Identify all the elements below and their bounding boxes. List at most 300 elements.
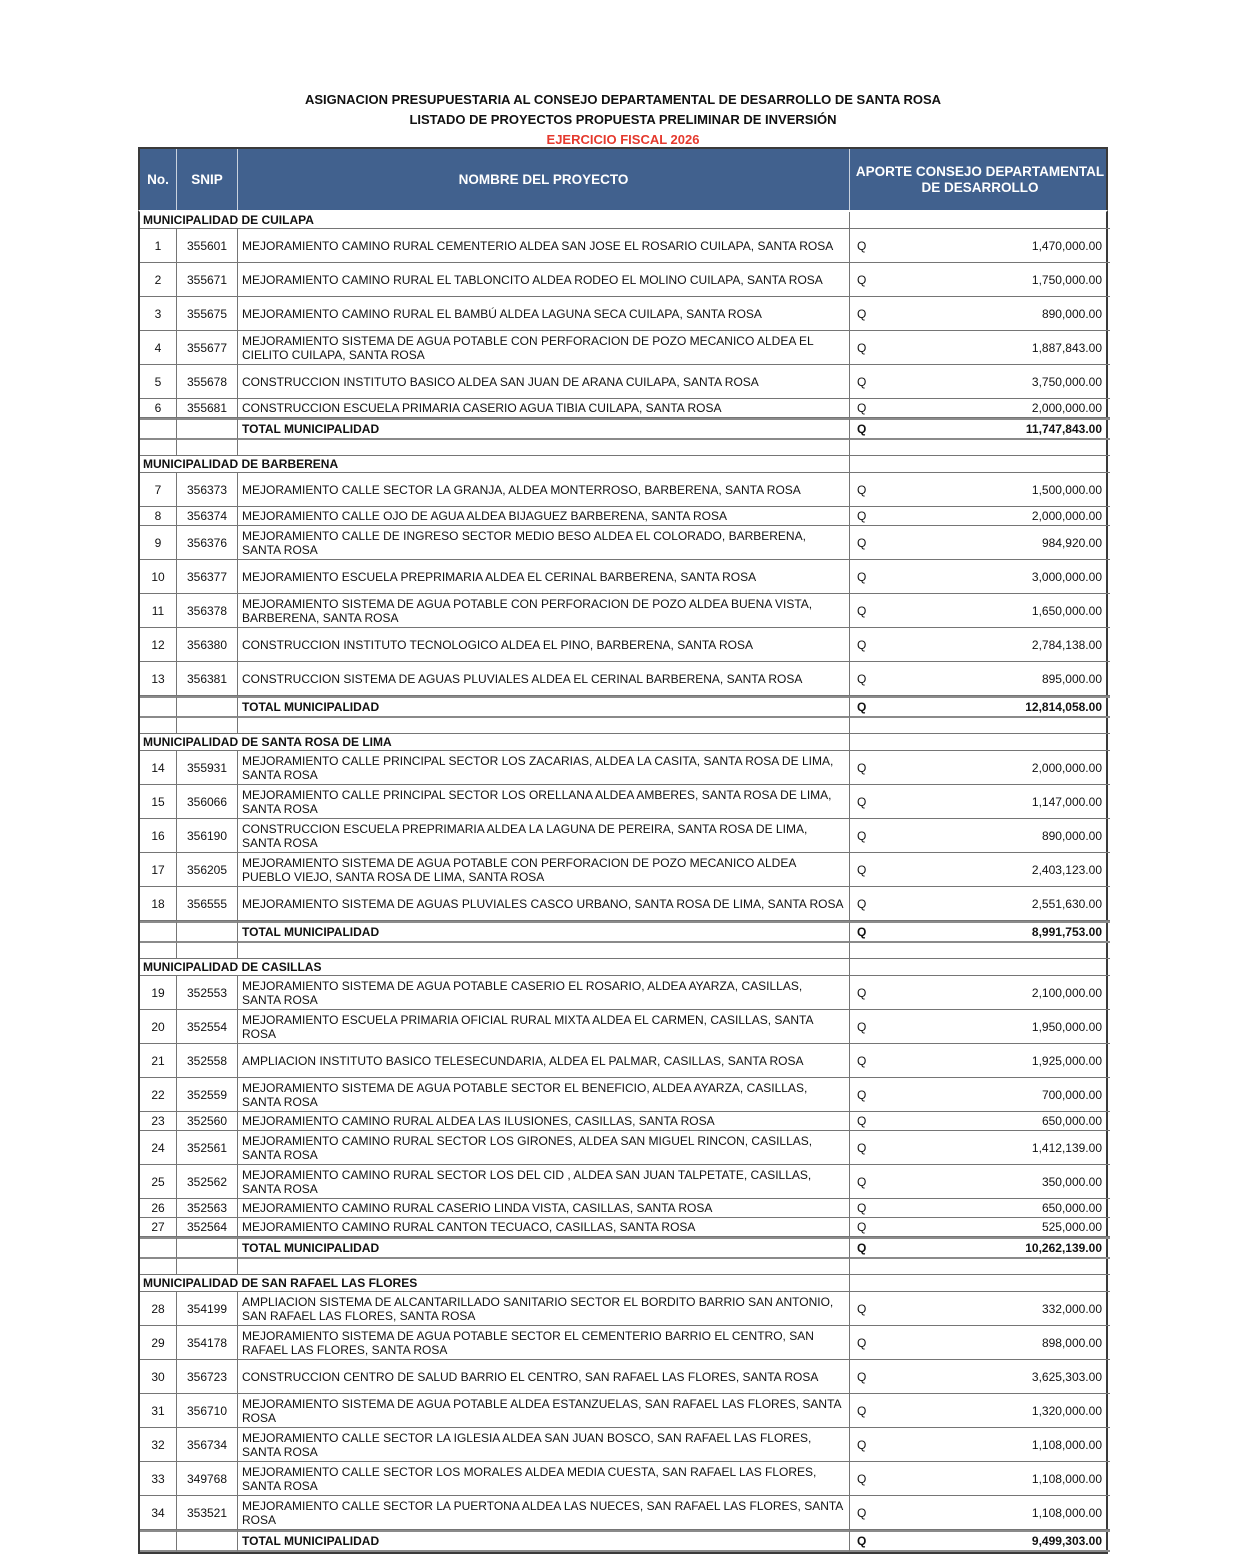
project-number: 27 [140, 1218, 177, 1237]
currency-symbol: Q [857, 671, 867, 686]
project-number: 34 [140, 1496, 177, 1530]
project-number: 9 [140, 526, 177, 560]
column-header-aporte: APORTE CONSEJO DEPARTAMENTAL DE DESARROLLO [855, 163, 1105, 195]
project-snip: 352553 [177, 976, 238, 1010]
project-number: 17 [140, 853, 177, 887]
project-name: MEJORAMIENTO SISTEMA DE AGUA POTABLE SECTOR EL CEMENTERIO BARRIO EL CENTRO, SAN RAFAEL LAS FLORES, SANTA ROSA [238, 1326, 850, 1360]
spacer-cell [177, 1259, 238, 1275]
project-number: 15 [140, 785, 177, 819]
project-row [140, 594, 1106, 628]
amount-value: 12,814,058.00 [1025, 700, 1102, 714]
spacer-row [140, 943, 1106, 959]
project-row [140, 628, 1106, 662]
spacer-cell [850, 440, 1110, 456]
project-snip: 355601 [177, 229, 238, 263]
project-number: 29 [140, 1326, 177, 1360]
spacer-cell [140, 1259, 177, 1275]
project-name: MEJORAMIENTO CALLE PRINCIPAL SECTOR LOS ZACARIAS, ALDEA LA CASITA, SANTA ROSA DE LIMA, SANTA ROSA [238, 751, 850, 785]
currency-symbol: Q [857, 985, 867, 1000]
project-amount-cell [850, 1131, 1110, 1165]
municipality-total-row [140, 1530, 1106, 1552]
project-amount-cell [850, 1496, 1110, 1530]
table-header-row [138, 147, 1108, 210]
project-number: 1 [140, 229, 177, 263]
municipality-total-row [140, 921, 1106, 943]
spacer-cell [850, 718, 1110, 734]
amount-value: 1,887,843.00 [1031, 340, 1102, 355]
project-snip: 355681 [177, 399, 238, 418]
currency-symbol: Q [857, 272, 867, 287]
currency-symbol: Q [857, 760, 867, 775]
project-number: 18 [140, 887, 177, 921]
project-row [140, 365, 1106, 399]
project-number: 16 [140, 819, 177, 853]
project-row [140, 1394, 1106, 1428]
amount-value: 1,108,000.00 [1031, 1471, 1102, 1486]
project-amount-cell [850, 365, 1110, 399]
project-amount-cell [850, 1428, 1110, 1462]
project-name: MEJORAMIENTO CAMINO RURAL SECTOR LOS DEL CID , ALDEA SAN JUAN TALPETATE, CASILLAS, SANTA ROSA [238, 1165, 850, 1199]
project-row [140, 1199, 1106, 1218]
project-name: MEJORAMIENTO CALLE SECTOR LA IGLESIA ALDEA SAN JUAN BOSCO, SAN RAFAEL LAS FLORES, SANTA ROSA [238, 1428, 850, 1462]
project-snip: 356710 [177, 1394, 238, 1428]
project-amount-cell [850, 526, 1110, 560]
project-amount-cell [850, 399, 1110, 418]
project-row [140, 473, 1106, 507]
project-snip: 355675 [177, 297, 238, 331]
total-empty-snip-cell [177, 696, 238, 718]
amount-value: 890,000.00 [1041, 306, 1102, 321]
spacer-cell [238, 440, 850, 456]
project-number: 5 [140, 365, 177, 399]
currency-symbol: Q [857, 896, 867, 911]
project-snip: 356376 [177, 526, 238, 560]
municipality-amount-empty-cell [850, 1275, 1110, 1292]
project-amount-cell [850, 1165, 1110, 1199]
project-snip: 353521 [177, 1496, 238, 1530]
project-number: 31 [140, 1394, 177, 1428]
currency-symbol: Q [857, 1505, 867, 1520]
amount-value: 2,403,123.00 [1031, 862, 1102, 877]
project-snip: 356723 [177, 1360, 238, 1394]
project-number: 21 [140, 1044, 177, 1078]
amount-value: 2,784,138.00 [1031, 637, 1102, 652]
project-amount-cell [850, 1292, 1110, 1326]
amount-value: 984,920.00 [1041, 535, 1102, 550]
amount-value: 9,499,303.00 [1031, 1534, 1102, 1548]
project-row [140, 1165, 1106, 1199]
project-amount-cell [850, 1199, 1110, 1218]
project-amount-cell [850, 473, 1110, 507]
project-snip: 352564 [177, 1218, 238, 1237]
currency-symbol: Q [857, 1220, 867, 1234]
currency-symbol: Q [857, 603, 867, 618]
project-name: MEJORAMIENTO SISTEMA DE AGUA POTABLE CON PERFORACION DE POZO MECANICO ALDEA EL CIELITO CUILAPA, SANTA ROSA [238, 331, 850, 365]
project-amount-cell [850, 594, 1110, 628]
project-name: CONSTRUCCION SISTEMA DE AGUAS PLUVIALES ALDEA EL CERINAL BARBERENA, SANTA ROSA [238, 662, 850, 696]
project-amount-cell [850, 1462, 1110, 1496]
amount-value: 890,000.00 [1041, 828, 1102, 843]
project-snip: 356555 [177, 887, 238, 921]
total-label: TOTAL MUNICIPALIDAD [238, 921, 850, 943]
project-row [140, 785, 1106, 819]
project-snip: 349768 [177, 1462, 238, 1496]
project-snip: 355931 [177, 751, 238, 785]
project-row [140, 263, 1106, 297]
project-row [140, 853, 1106, 887]
project-snip: 355678 [177, 365, 238, 399]
projects-table [138, 147, 1108, 1554]
project-amount-cell [850, 297, 1110, 331]
currency-symbol: Q [857, 401, 867, 415]
amount-value: 650,000.00 [1041, 1201, 1102, 1215]
project-snip: 352561 [177, 1131, 238, 1165]
amount-value: 2,100,000.00 [1031, 985, 1102, 1000]
column-header-project-name: NOMBRE DEL PROYECTO [238, 149, 850, 210]
project-name: MEJORAMIENTO CAMINO RURAL CANTON TECUACO, CASILLAS, SANTA ROSA [238, 1218, 850, 1237]
amount-value: 1,750,000.00 [1031, 272, 1102, 287]
spacer-cell [177, 718, 238, 734]
project-name: CONSTRUCCION ESCUELA PRIMARIA CASERIO AGUA TIBIA CUILAPA, SANTA ROSA [238, 399, 850, 418]
currency-symbol: Q [857, 340, 867, 355]
table-body [138, 210, 1108, 1554]
spacer-row [140, 440, 1106, 456]
project-row [140, 507, 1106, 526]
project-name: MEJORAMIENTO CALLE SECTOR LA GRANJA, ALDEA MONTERROSO, BARBERENA, SANTA ROSA [238, 473, 850, 507]
total-empty-no-cell [140, 418, 177, 440]
project-name: MEJORAMIENTO CAMINO RURAL EL TABLONCITO ALDEA RODEO EL MOLINO CUILAPA, SANTA ROSA [238, 263, 850, 297]
project-snip: 354199 [177, 1292, 238, 1326]
project-number: 13 [140, 662, 177, 696]
project-snip: 352563 [177, 1199, 238, 1218]
project-name: MEJORAMIENTO SISTEMA DE AGUAS PLUVIALES CASCO URBANO, SANTA ROSA DE LIMA, SANTA ROSA [238, 887, 850, 921]
project-name: MEJORAMIENTO CALLE PRINCIPAL SECTOR LOS ORELLANA ALDEA AMBERES, SANTA ROSA DE LIMA, SANTA ROSA [238, 785, 850, 819]
municipality-name: MUNICIPALIDAD DE SANTA ROSA DE LIMA [140, 734, 850, 751]
project-row [140, 1078, 1106, 1112]
project-number: 30 [140, 1360, 177, 1394]
project-name: MEJORAMIENTO ESCUELA PREPRIMARIA ALDEA EL CERINAL BARBERENA, SANTA ROSA [238, 560, 850, 594]
project-amount-cell [850, 976, 1110, 1010]
spacer-cell [140, 718, 177, 734]
project-amount-cell [850, 1010, 1110, 1044]
project-row [140, 976, 1106, 1010]
project-name: MEJORAMIENTO CAMINO RURAL SECTOR LOS GIRONES, ALDEA SAN MIGUEL RINCON, CASILLAS, SANTA ROSA [238, 1131, 850, 1165]
amount-value: 11,747,843.00 [1025, 422, 1102, 436]
amount-value: 8,991,753.00 [1031, 925, 1102, 939]
currency-symbol: Q [857, 509, 867, 523]
project-number: 32 [140, 1428, 177, 1462]
project-amount-cell [850, 785, 1110, 819]
project-row [140, 1112, 1106, 1131]
project-row [140, 1360, 1106, 1394]
total-label: TOTAL MUNICIPALIDAD [238, 1530, 850, 1552]
column-header-no: No. [140, 149, 177, 210]
project-row [140, 1044, 1106, 1078]
currency-symbol: Q [857, 794, 867, 809]
amount-value: 1,108,000.00 [1031, 1505, 1102, 1520]
project-name: CONSTRUCCION INSTITUTO BASICO ALDEA SAN JUAN DE ARANA CUILAPA, SANTA ROSA [238, 365, 850, 399]
column-header-snip: SNIP [177, 149, 238, 210]
total-empty-snip-cell [177, 1237, 238, 1259]
currency-symbol: Q [857, 238, 867, 253]
currency-symbol: Q [857, 422, 867, 436]
amount-value: 1,320,000.00 [1031, 1403, 1102, 1418]
project-row [140, 1010, 1106, 1044]
spacer-cell [238, 1259, 850, 1275]
project-name: CONSTRUCCION ESCUELA PREPRIMARIA ALDEA LA LAGUNA DE PEREIRA, SANTA ROSA DE LIMA, SANTA ROSA [238, 819, 850, 853]
municipality-name: MUNICIPALIDAD DE BARBERENA [140, 456, 850, 473]
municipality-section-row [140, 959, 1106, 976]
amount-value: 10,262,139.00 [1025, 1241, 1102, 1255]
total-empty-snip-cell [177, 1530, 238, 1552]
amount-value: 3,750,000.00 [1031, 374, 1102, 389]
project-number: 25 [140, 1165, 177, 1199]
total-amount-cell [850, 418, 1110, 440]
spacer-cell [850, 1259, 1110, 1275]
currency-symbol: Q [857, 1471, 867, 1486]
project-row [140, 1292, 1106, 1326]
amount-value: 1,412,139.00 [1031, 1140, 1102, 1155]
project-snip: 356381 [177, 662, 238, 696]
currency-symbol: Q [857, 1174, 867, 1189]
currency-symbol: Q [857, 1140, 867, 1155]
project-row [140, 1428, 1106, 1462]
spacer-cell [177, 440, 238, 456]
project-number: 22 [140, 1078, 177, 1112]
currency-symbol: Q [857, 1335, 867, 1350]
project-amount-cell [850, 628, 1110, 662]
project-amount-cell [850, 1326, 1110, 1360]
project-amount-cell [850, 263, 1110, 297]
amount-value: 1,500,000.00 [1031, 482, 1102, 497]
project-name: MEJORAMIENTO SISTEMA DE AGUA POTABLE CON PERFORACION DE POZO ALDEA BUENA VISTA, BARBERENA, SANTA ROSA [238, 594, 850, 628]
project-number: 28 [140, 1292, 177, 1326]
amount-value: 1,470,000.00 [1031, 238, 1102, 253]
project-number: 8 [140, 507, 177, 526]
project-snip: 356377 [177, 560, 238, 594]
project-number: 11 [140, 594, 177, 628]
project-number: 12 [140, 628, 177, 662]
project-number: 3 [140, 297, 177, 331]
project-row [140, 1218, 1106, 1237]
project-row [140, 297, 1106, 331]
project-snip: 356205 [177, 853, 238, 887]
project-name: MEJORAMIENTO SISTEMA DE AGUA POTABLE CASERIO EL ROSARIO, ALDEA AYARZA, CASILLAS, SANTA ROSA [238, 976, 850, 1010]
project-row [140, 751, 1106, 785]
project-name: MEJORAMIENTO CALLE OJO DE AGUA ALDEA BIJAGUEZ BARBERENA, SANTA ROSA [238, 507, 850, 526]
total-amount-cell [850, 696, 1110, 718]
amount-value: 650,000.00 [1041, 1114, 1102, 1128]
currency-symbol: Q [857, 1301, 867, 1316]
total-label: TOTAL MUNICIPALIDAD [238, 418, 850, 440]
municipality-total-row [140, 696, 1106, 718]
project-row [140, 1131, 1106, 1165]
project-amount-cell [850, 1112, 1110, 1131]
project-name: CONSTRUCCION INSTITUTO TECNOLOGICO ALDEA EL PINO, BARBERENA, SANTA ROSA [238, 628, 850, 662]
total-empty-snip-cell [177, 921, 238, 943]
project-row [140, 1462, 1106, 1496]
project-name: MEJORAMIENTO SISTEMA DE AGUA POTABLE ALDEA ESTANZUELAS, SAN RAFAEL LAS FLORES, SANTA ROSA [238, 1394, 850, 1428]
total-label: TOTAL MUNICIPALIDAD [238, 1237, 850, 1259]
currency-symbol: Q [857, 1087, 867, 1102]
amount-value: 332,000.00 [1041, 1301, 1102, 1316]
project-number: 33 [140, 1462, 177, 1496]
project-name: MEJORAMIENTO CAMINO RURAL CASERIO LINDA VISTA, CASILLAS, SANTA ROSA [238, 1199, 850, 1218]
project-number: 24 [140, 1131, 177, 1165]
amount-value: 1,147,000.00 [1031, 794, 1102, 809]
amount-value: 2,000,000.00 [1031, 760, 1102, 775]
currency-symbol: Q [857, 1534, 867, 1548]
amount-value: 700,000.00 [1041, 1087, 1102, 1102]
project-snip: 356373 [177, 473, 238, 507]
spacer-cell [238, 943, 850, 959]
total-empty-snip-cell [177, 418, 238, 440]
municipality-section-row [140, 456, 1106, 473]
spacer-cell [238, 718, 850, 734]
project-name: AMPLIACION SISTEMA DE ALCANTARILLADO SANITARIO SECTOR EL BORDITO BARRIO SAN ANTONIO, SAN RAFAEL LAS FLORES, SANTA ROSA [238, 1292, 850, 1326]
amount-value: 1,950,000.00 [1031, 1019, 1102, 1034]
municipality-section-row [140, 212, 1106, 229]
total-empty-no-cell [140, 1237, 177, 1259]
project-row [140, 1496, 1106, 1530]
currency-symbol: Q [857, 637, 867, 652]
project-name: MEJORAMIENTO ESCUELA PRIMARIA OFICIAL RURAL MIXTA ALDEA EL CARMEN, CASILLAS, SANTA ROSA [238, 1010, 850, 1044]
amount-value: 1,108,000.00 [1031, 1437, 1102, 1452]
spacer-row [140, 718, 1106, 734]
project-row [140, 662, 1106, 696]
doc-title-line-1: ASIGNACION PRESUPUESTARIA AL CONSEJO DEPARTAMENTAL DE DESARROLLO DE SANTA ROSA [304, 92, 942, 107]
project-name: MEJORAMIENTO CALLE SECTOR LOS MORALES ALDEA MEDIA CUESTA, SAN RAFAEL LAS FLORES, SANTA ROSA [238, 1462, 850, 1496]
project-row [140, 399, 1106, 418]
project-amount-cell [850, 819, 1110, 853]
project-amount-cell [850, 1044, 1110, 1078]
project-number: 20 [140, 1010, 177, 1044]
project-number: 6 [140, 399, 177, 418]
project-number: 10 [140, 560, 177, 594]
currency-symbol: Q [857, 862, 867, 877]
project-snip: 355671 [177, 263, 238, 297]
project-snip: 352562 [177, 1165, 238, 1199]
project-name: MEJORAMIENTO CALLE DE INGRESO SECTOR MEDIO BESO ALDEA EL COLORADO, BARBERENA, SANTA ROSA [238, 526, 850, 560]
project-snip: 356066 [177, 785, 238, 819]
project-number: 4 [140, 331, 177, 365]
amount-value: 3,625,303.00 [1031, 1369, 1102, 1384]
amount-value: 2,551,630.00 [1031, 896, 1102, 911]
project-number: 2 [140, 263, 177, 297]
currency-symbol: Q [857, 374, 867, 389]
project-number: 23 [140, 1112, 177, 1131]
project-snip: 356734 [177, 1428, 238, 1462]
project-amount-cell [850, 662, 1110, 696]
project-amount-cell [850, 1078, 1110, 1112]
document-title-block [138, 90, 1108, 150]
spacer-cell [177, 943, 238, 959]
project-name: MEJORAMIENTO CALLE SECTOR LA PUERTONA ALDEA LAS NUECES, SAN RAFAEL LAS FLORES, SANTA ROSA [238, 1496, 850, 1530]
currency-symbol: Q [857, 1053, 867, 1068]
municipality-name: MUNICIPALIDAD DE CUILAPA [140, 212, 850, 229]
project-name: MEJORAMIENTO CAMINO RURAL EL BAMBÚ ALDEA LAGUNA SECA CUILAPA, SANTA ROSA [238, 297, 850, 331]
doc-title-line-2: LISTADO DE PROYECTOS PROPUESTA PRELIMINAR DE INVERSIÓN [409, 112, 837, 127]
project-number: 14 [140, 751, 177, 785]
project-amount-cell [850, 507, 1110, 526]
total-empty-no-cell [140, 921, 177, 943]
currency-symbol: Q [857, 535, 867, 550]
project-amount-cell [850, 1394, 1110, 1428]
project-row [140, 560, 1106, 594]
project-row [140, 229, 1106, 263]
project-amount-cell [850, 1218, 1110, 1237]
currency-symbol: Q [857, 482, 867, 497]
amount-value: 2,000,000.00 [1031, 401, 1102, 415]
spacer-cell [140, 943, 177, 959]
municipality-total-row [140, 1237, 1106, 1259]
spacer-cell [140, 440, 177, 456]
project-amount-cell [850, 331, 1110, 365]
project-row [140, 331, 1106, 365]
project-row [140, 819, 1106, 853]
project-row [140, 887, 1106, 921]
currency-symbol: Q [857, 1403, 867, 1418]
municipality-amount-empty-cell [850, 734, 1110, 751]
project-name: MEJORAMIENTO SISTEMA DE AGUA POTABLE CON PERFORACION DE POZO MECANICO ALDEA PUEBLO VIEJO, SANTA ROSA DE LIMA, SANTA ROSA [238, 853, 850, 887]
project-amount-cell [850, 751, 1110, 785]
project-snip: 352560 [177, 1112, 238, 1131]
fiscal-year-line: EJERCICIO FISCAL 2026 [546, 132, 700, 147]
municipality-amount-empty-cell [850, 212, 1110, 229]
project-number: 7 [140, 473, 177, 507]
project-snip: 356378 [177, 594, 238, 628]
total-empty-no-cell [140, 696, 177, 718]
currency-symbol: Q [857, 828, 867, 843]
currency-symbol: Q [857, 925, 867, 939]
project-name: MEJORAMIENTO CAMINO RURAL ALDEA LAS ILUSIONES, CASILLAS, SANTA ROSA [238, 1112, 850, 1131]
project-snip: 356374 [177, 507, 238, 526]
project-snip: 356190 [177, 819, 238, 853]
project-snip: 356380 [177, 628, 238, 662]
currency-symbol: Q [857, 1114, 867, 1128]
project-name: AMPLIACION INSTITUTO BASICO TELESECUNDARIA, ALDEA EL PALMAR, CASILLAS, SANTA ROSA [238, 1044, 850, 1078]
project-amount-cell [850, 229, 1110, 263]
municipality-amount-empty-cell [850, 959, 1110, 976]
project-number: 26 [140, 1199, 177, 1218]
project-amount-cell [850, 887, 1110, 921]
project-row [140, 1326, 1106, 1360]
total-amount-cell [850, 1237, 1110, 1259]
total-amount-cell [850, 1530, 1110, 1552]
municipality-section-row [140, 734, 1106, 751]
amount-value: 350,000.00 [1041, 1174, 1102, 1189]
currency-symbol: Q [857, 700, 867, 714]
project-snip: 352554 [177, 1010, 238, 1044]
currency-symbol: Q [857, 569, 867, 584]
amount-value: 2,000,000.00 [1031, 509, 1102, 523]
project-snip: 352558 [177, 1044, 238, 1078]
total-amount-cell [850, 921, 1110, 943]
amount-value: 525,000.00 [1041, 1220, 1102, 1234]
project-snip: 352559 [177, 1078, 238, 1112]
amount-value: 1,650,000.00 [1031, 603, 1102, 618]
currency-symbol: Q [857, 1241, 867, 1255]
project-row [140, 526, 1106, 560]
project-amount-cell [850, 1360, 1110, 1394]
municipality-section-row [140, 1275, 1106, 1292]
project-name: MEJORAMIENTO CAMINO RURAL CEMENTERIO ALDEA SAN JOSE EL ROSARIO CUILAPA, SANTA ROSA [238, 229, 850, 263]
spacer-row [140, 1259, 1106, 1275]
total-label: TOTAL MUNICIPALIDAD [238, 696, 850, 718]
currency-symbol: Q [857, 1019, 867, 1034]
project-number: 19 [140, 976, 177, 1010]
municipality-amount-empty-cell [850, 456, 1110, 473]
